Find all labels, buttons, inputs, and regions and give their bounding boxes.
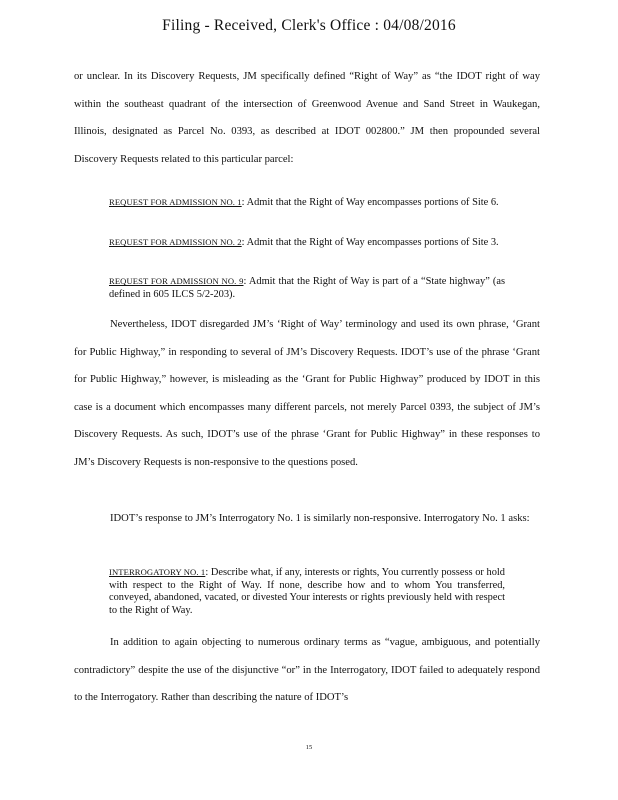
interrogatory-text: : Describe what, if any, interests or rights, You currently possess or hold with respect to the Right of Way. If none, describe how and to whom You transferred, conveyed, abandoned, vacated, or divested Your interests or rights previously held with respect to the Right of Way.	[109, 567, 505, 616]
interrogatory-label: INTERROGATORY NO. 1	[109, 567, 206, 577]
request-admission-9	[109, 275, 505, 301]
request-admission-1	[109, 196, 505, 210]
interrogatory-1	[109, 566, 505, 617]
request-text: : Admit that the Right of Way encompasses portions of Site 6.	[241, 197, 499, 208]
request-admission-2	[109, 236, 505, 250]
paragraph-in-addition: In addition to again objecting to numerous ordinary terms as “vague, ambiguous, and potentially contradictory” despite the use of the disjunctive “or” in the Interrogatory, IDOT failed to adequately respond to the Interrogatory. Rather than describing the nature of IDOT’s	[74, 637, 540, 704]
request-label: REQUEST FOR ADMISSION NO. 2	[109, 237, 242, 247]
page-number: 15	[305, 744, 313, 751]
request-label: REQUEST FOR ADMISSION NO. 9	[109, 276, 244, 286]
paragraph-interrogatory-intro: IDOT’s response to JM’s Interrogatory No. 1 is similarly non-responsive. Interrogatory No. 1 asks:	[110, 513, 530, 524]
paragraph-nevertheless: Nevertheless, IDOT disregarded JM’s ‘Right of Way’ terminology and used its own phrase, ‘Grant for Public Highway,” in responding to several of JM’s Discovery Requests. IDOT’s use of the phrase ‘Grant for Public Highway,” however, is misleading as the ‘Grant for Public Highway” produced by IDOT in this case is a document which encompasses many different parcels, not merely Parcel 0393, the subject of JM’s Discovery Requests. As such, IDOT’s use of the phrase ‘Grant for Public Highway” in these responses to JM’s Discovery Requests is non-responsive to the questions posed.	[74, 319, 540, 468]
request-text: : Admit that the Right of Way encompasses portions of Site 3.	[241, 237, 499, 248]
paragraph-intro: or unclear. In its Discovery Requests, JM specifically defined “Right of Way” as “the IDOT right of way within the southeast quadrant of the intersection of Greenwood Avenue and Sand Street in Waukegan, Illinois, designated as Parcel No. 0393, as described at IDOT 002800.” JM then propounded several Discovery Requests related to this particular parcel:	[74, 71, 540, 165]
filing-header: Filing - Received, Clerk's Office : 04/08/2016	[162, 17, 456, 34]
request-text: : Admit that the Right of Way is part of a “State highway” (as defined in 605 ILCS 5/2-203).	[109, 276, 505, 300]
request-label: REQUEST FOR ADMISSION NO. 1	[109, 197, 242, 207]
